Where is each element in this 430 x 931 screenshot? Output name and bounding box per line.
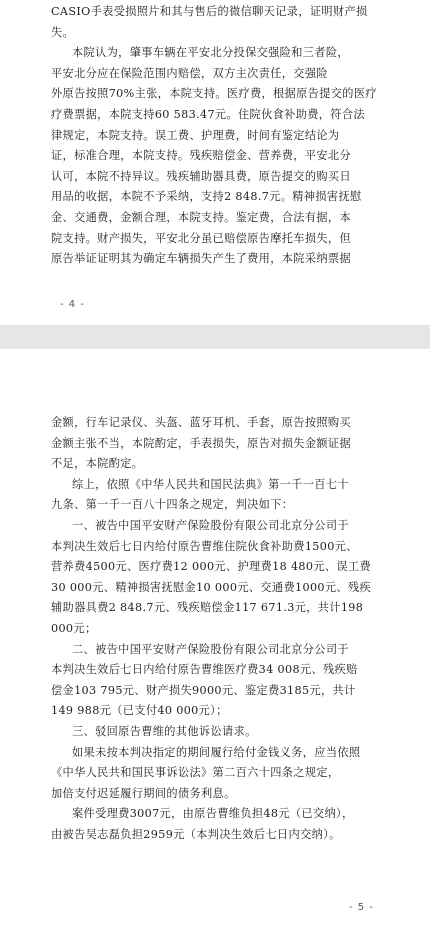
text-line: 一、被告中国平安财产保险股份有限公司北京分公司于	[72, 518, 349, 532]
text-line: 案件受理费3007元，由原告曹维负担48元（已交纳），	[72, 807, 354, 821]
text-line: 律规定，本院支持。误工费、护理费，时间有鉴定结论为	[51, 128, 340, 142]
text-line: 原告举证证明其为确定车辆损失产生了费用，本院采纳票据	[51, 252, 351, 266]
text-line: 如果未按本判决指定的期间履行给付金钱义务，应当依照	[72, 745, 361, 759]
page-number: - 5 -	[349, 902, 374, 913]
text-line: 偿金103 795元、财产损失9000元、鉴定费3185元，共计	[51, 683, 356, 697]
text-line: 000元；	[51, 621, 97, 635]
text-line: 《中华人民共和国民事诉讼法》第二百六十四条之规定，	[51, 766, 340, 780]
text-line: 金、交通费，金额合理，本院支持。鉴定费，合法有据，本	[51, 210, 351, 224]
text-line: 加倍支付迟延履行期间的债务利息。	[51, 786, 236, 800]
page-4-body	[51, 2, 379, 270]
text-line: 失。	[51, 25, 75, 39]
text-line: CASIO手表受损照片和其与售后的微信聊天记录，证明财产损	[51, 5, 368, 18]
text-line: 金额主张不当，本院酌定，手表损失，原告对损失金额证据	[51, 436, 351, 450]
text-line: 由被告吴志磊负担2959元（本判决生效后七日内交纳）。	[51, 827, 341, 841]
text-line: 30 000元、精神损害抚慰金10 000元、交通费1000元、残疾	[51, 580, 372, 594]
text-line: 本判决生效后七日内给付原告曹维医疗费34 008元、残疾赔	[51, 663, 358, 677]
text-line: 平安北分应在保险范围内赔偿，双方主次责任，交强险	[51, 66, 328, 80]
text-line: 营养费4500元、医疗费12 000元、护理费18 480元、误工费	[51, 560, 372, 574]
text-line: 九条、第一千一百八十四条之规定，判决如下：	[51, 498, 294, 512]
text-line: 院支持。财产损失，平安北分虽已赔偿原告摩托车损失，但	[51, 231, 351, 245]
text-line: 三、驳回原告曹维的其他诉讼请求。	[72, 724, 257, 738]
text-line: 本判决生效后七日内给付原告曹维住院伙食补助费1500元、	[51, 539, 358, 553]
text-line: 认可，本院不持异议。残疾辅助器具费，原告提交的购买日	[51, 169, 351, 183]
text-line: 疗费票据，本院支持60 583.47元。住院伙食补助费，符合法	[51, 107, 365, 121]
page-5	[0, 349, 430, 931]
text-line: 外原告按照70%主张，本院支持。医疗费，根据原告提交的医疗	[51, 87, 377, 101]
page-4	[0, 0, 430, 325]
text-line: 149 988元（已支付40 000元）；	[51, 704, 228, 718]
text-line: 用品的收据，本院不予采纳，支持2 848.7元。精神损害抚慰	[51, 190, 362, 204]
text-line: 二、被告中国平安财产保险股份有限公司北京分公司于	[72, 642, 349, 656]
text-line: 证，标准合理，本院支持。残疾赔偿金、营养费，平安北分	[51, 149, 351, 163]
text-line: 不足，本院酌定。	[51, 457, 144, 471]
text-line: 辅助器具费2 848.7元、残疾赔偿金117 671.3元，共计198	[51, 601, 364, 615]
page-5-body	[51, 413, 379, 845]
text-line: 综上，依照《中华人民共和国民法典》第一千一百七十	[72, 477, 349, 491]
page-number: - 4 -	[60, 299, 85, 310]
text-line: 本院认为，肇事车辆在平安北分投保交强险和三者险，	[72, 46, 349, 60]
text-line: 金额，行车记录仪、头盔、蓝牙耳机、手套，原告按照购买	[51, 416, 351, 429]
page-separator	[0, 325, 430, 349]
